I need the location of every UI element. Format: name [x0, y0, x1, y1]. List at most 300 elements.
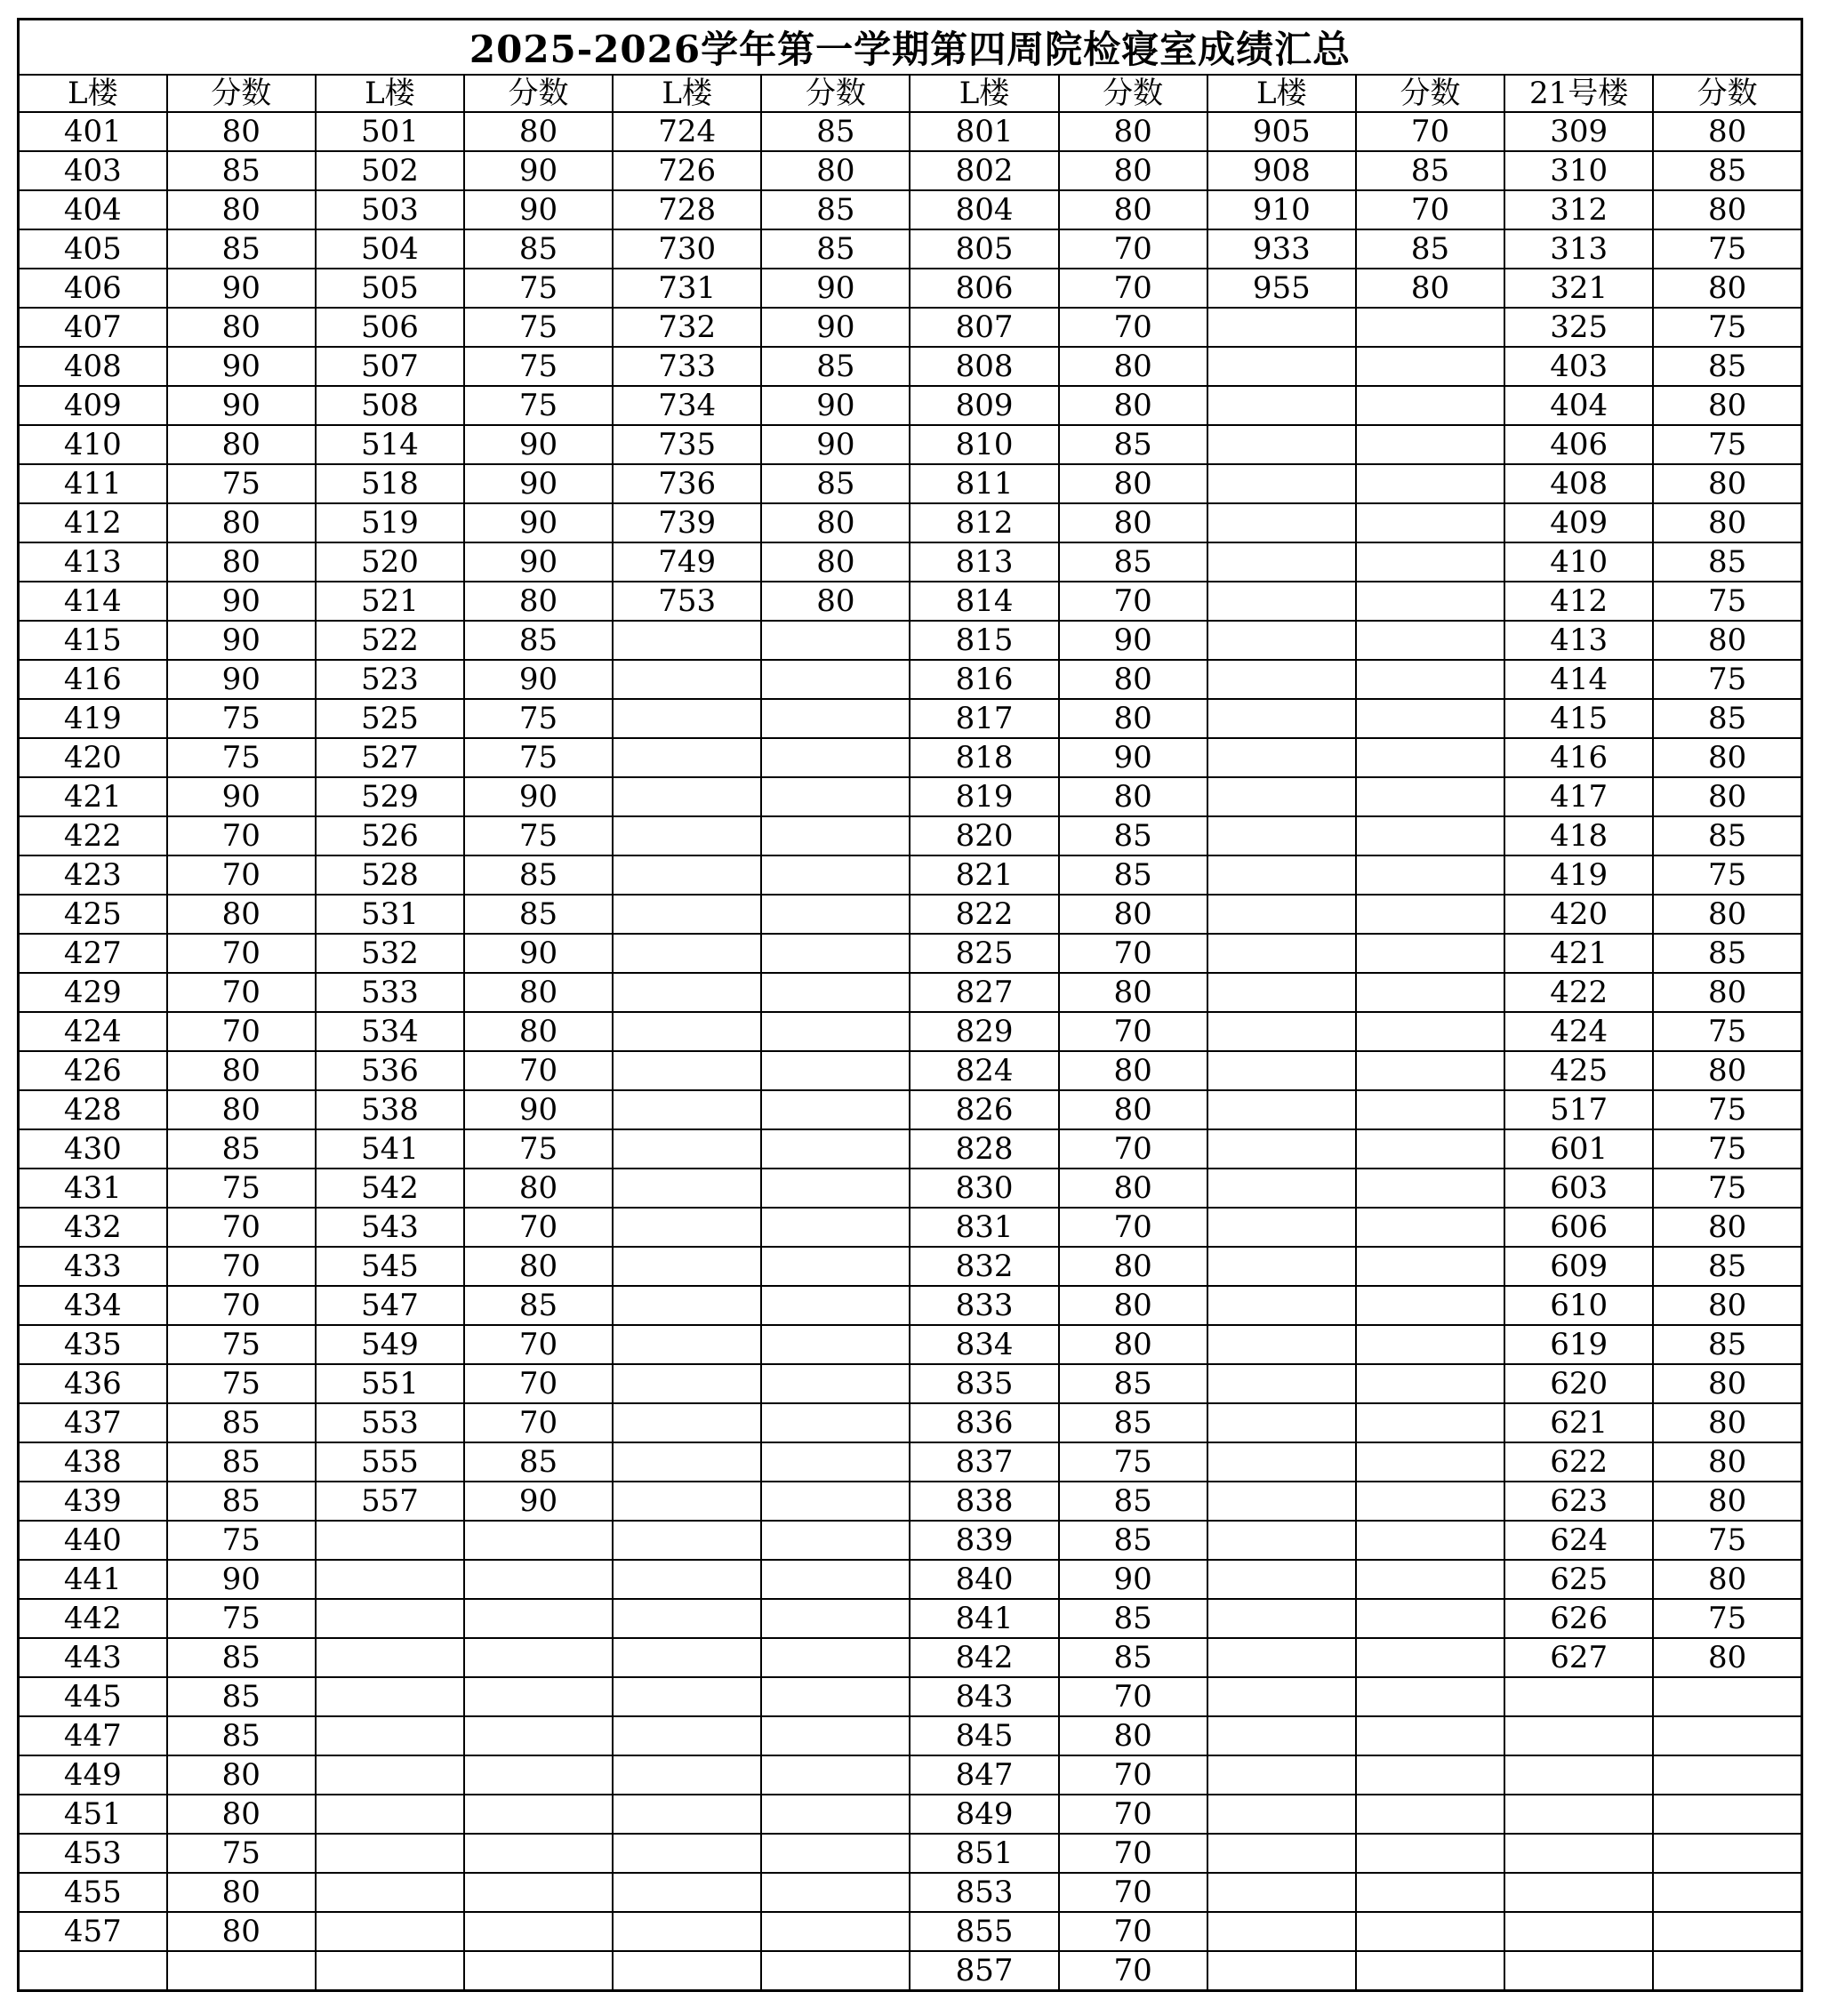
score-cell [1356, 1403, 1504, 1442]
table-row [19, 1286, 1802, 1325]
score-cell [761, 1364, 910, 1403]
score-cell: 85 [1356, 151, 1504, 190]
room-cell: 437 [19, 1403, 167, 1442]
score-cell [761, 1129, 910, 1169]
score-cell [1356, 425, 1504, 464]
score-cell: 85 [464, 229, 613, 269]
table-row [19, 1403, 1802, 1442]
score-cell: 85 [464, 895, 613, 934]
score-cell: 70 [167, 934, 316, 973]
score-cell [761, 1834, 910, 1873]
score-cell [1356, 895, 1504, 934]
room-cell: 726 [613, 151, 761, 190]
room-cell: 855 [910, 1912, 1058, 1951]
score-cell: 90 [464, 777, 613, 816]
table-head [19, 20, 1802, 113]
room-cell [613, 1482, 761, 1521]
score-cell: 85 [761, 190, 910, 229]
room-cell [1207, 1403, 1356, 1442]
score-cell: 75 [464, 308, 613, 347]
score-cell: 75 [167, 1169, 316, 1208]
room-cell [1207, 582, 1356, 621]
score-cell [1356, 1873, 1504, 1912]
score-cell [761, 1521, 910, 1560]
score-cell [464, 1716, 613, 1755]
room-cell: 843 [910, 1677, 1058, 1716]
room-cell: 521 [316, 582, 464, 621]
room-cell: 425 [1504, 1051, 1653, 1090]
table-row [19, 1873, 1802, 1912]
score-cell: 80 [167, 1090, 316, 1129]
score-cell [1356, 464, 1504, 503]
room-cell: 731 [613, 269, 761, 308]
room-cell: 420 [1504, 895, 1653, 934]
table-row [19, 1560, 1802, 1599]
score-cell [464, 1599, 613, 1638]
score-cell: 80 [1059, 1325, 1207, 1364]
room-cell: 325 [1504, 308, 1653, 347]
score-cell [1653, 1912, 1801, 1951]
score-cell: 85 [1059, 1482, 1207, 1521]
room-cell: 501 [316, 112, 464, 151]
score-cell: 85 [1653, 151, 1801, 190]
score-cell: 75 [167, 464, 316, 503]
room-cell: 424 [19, 1012, 167, 1051]
score-cell: 70 [464, 1364, 613, 1403]
table-row [19, 386, 1802, 425]
score-cell: 85 [464, 1442, 613, 1482]
score-cell: 75 [167, 1599, 316, 1638]
table-row [19, 699, 1802, 738]
score-cell: 85 [1059, 542, 1207, 582]
room-cell [613, 1325, 761, 1364]
room-cell: 426 [19, 1051, 167, 1090]
room-cell: 534 [316, 1012, 464, 1051]
score-cell [464, 1834, 613, 1873]
room-cell [316, 1716, 464, 1755]
room-cell [613, 1873, 761, 1912]
score-cell: 85 [1653, 347, 1801, 386]
room-cell [1504, 1716, 1653, 1755]
score-cell: 80 [167, 895, 316, 934]
room-cell: 413 [19, 542, 167, 582]
room-cell [1207, 1442, 1356, 1482]
room-cell: 508 [316, 386, 464, 425]
room-cell: 817 [910, 699, 1058, 738]
room-cell: 447 [19, 1716, 167, 1755]
room-cell: 810 [910, 425, 1058, 464]
score-cell: 75 [1653, 1169, 1801, 1208]
column-header-10: 21号楼 [1504, 75, 1653, 112]
score-cell [1653, 1677, 1801, 1716]
score-cell [1356, 855, 1504, 895]
room-cell: 503 [316, 190, 464, 229]
score-cell: 90 [464, 542, 613, 582]
room-cell [613, 1638, 761, 1677]
score-cell: 90 [1059, 1560, 1207, 1599]
room-cell: 840 [910, 1560, 1058, 1599]
room-cell: 847 [910, 1755, 1058, 1795]
score-cell: 80 [167, 190, 316, 229]
room-cell: 527 [316, 738, 464, 777]
room-cell [1207, 855, 1356, 895]
score-cell: 85 [1059, 1521, 1207, 1560]
room-cell: 505 [316, 269, 464, 308]
table-row [19, 777, 1802, 816]
score-cell: 80 [1059, 151, 1207, 190]
room-cell [613, 855, 761, 895]
room-cell: 610 [1504, 1286, 1653, 1325]
room-cell [613, 1951, 761, 1991]
room-cell: 807 [910, 308, 1058, 347]
score-cell [1653, 1834, 1801, 1873]
score-cell: 85 [1059, 855, 1207, 895]
score-cell: 90 [761, 386, 910, 425]
score-cell: 75 [464, 1129, 613, 1169]
score-cell: 80 [1653, 1403, 1801, 1442]
room-cell: 416 [1504, 738, 1653, 777]
score-cell: 70 [167, 1012, 316, 1051]
room-cell: 528 [316, 855, 464, 895]
score-cell: 80 [167, 1755, 316, 1795]
room-cell: 309 [1504, 112, 1653, 151]
room-cell: 415 [19, 621, 167, 660]
room-cell: 419 [1504, 855, 1653, 895]
room-cell: 445 [19, 1677, 167, 1716]
room-cell: 908 [1207, 151, 1356, 190]
room-cell: 806 [910, 269, 1058, 308]
score-cell: 75 [464, 386, 613, 425]
score-cell: 90 [167, 777, 316, 816]
room-cell [613, 1012, 761, 1051]
score-cell: 70 [1059, 1912, 1207, 1951]
score-cell [1356, 308, 1504, 347]
score-cell: 70 [167, 855, 316, 895]
room-cell: 857 [910, 1951, 1058, 1991]
room-cell [1207, 621, 1356, 660]
column-header-5: 分数 [761, 75, 910, 112]
score-cell: 85 [1059, 1638, 1207, 1677]
room-cell [613, 973, 761, 1012]
score-cell [761, 1403, 910, 1442]
table-row [19, 1051, 1802, 1090]
score-cell: 80 [761, 151, 910, 190]
score-cell [761, 855, 910, 895]
score-cell [464, 1951, 613, 1991]
score-cell [1356, 1716, 1504, 1755]
room-cell: 529 [316, 777, 464, 816]
score-cell [761, 1599, 910, 1638]
room-cell: 538 [316, 1090, 464, 1129]
score-cell: 80 [1059, 190, 1207, 229]
room-cell: 404 [1504, 386, 1653, 425]
room-cell: 310 [1504, 151, 1653, 190]
room-cell: 438 [19, 1442, 167, 1482]
room-cell [1207, 308, 1356, 347]
table-row [19, 425, 1802, 464]
room-cell: 624 [1504, 1521, 1653, 1560]
score-cell [1356, 1834, 1504, 1873]
column-header-3: 分数 [464, 75, 613, 112]
room-cell [1207, 1012, 1356, 1051]
room-cell: 403 [1504, 347, 1653, 386]
score-cell [761, 1051, 910, 1090]
room-cell: 532 [316, 934, 464, 973]
room-cell [1207, 1364, 1356, 1403]
room-cell [1504, 1912, 1653, 1951]
score-cell [1356, 1912, 1504, 1951]
score-cell: 80 [1059, 1169, 1207, 1208]
room-cell [316, 1912, 464, 1951]
room-cell: 441 [19, 1560, 167, 1599]
room-cell [613, 1599, 761, 1638]
room-cell: 830 [910, 1169, 1058, 1208]
room-cell: 739 [613, 503, 761, 542]
score-cell: 80 [1653, 1638, 1801, 1677]
room-cell: 514 [316, 425, 464, 464]
room-cell: 625 [1504, 1560, 1653, 1599]
score-cell [1356, 738, 1504, 777]
room-cell [1207, 347, 1356, 386]
score-cell: 90 [167, 347, 316, 386]
room-cell: 518 [316, 464, 464, 503]
room-cell [316, 1521, 464, 1560]
score-cell: 85 [761, 347, 910, 386]
score-cell: 85 [1653, 934, 1801, 973]
room-cell [316, 1755, 464, 1795]
score-cell: 75 [1653, 229, 1801, 269]
room-cell: 813 [910, 542, 1058, 582]
room-cell: 833 [910, 1286, 1058, 1325]
room-cell [1207, 816, 1356, 855]
room-cell: 422 [1504, 973, 1653, 1012]
score-cell [1356, 1169, 1504, 1208]
room-cell: 834 [910, 1325, 1058, 1364]
table-row [19, 1208, 1802, 1247]
score-cell: 80 [167, 308, 316, 347]
room-cell: 430 [19, 1129, 167, 1169]
score-cell: 75 [167, 1521, 316, 1560]
score-cell: 75 [464, 816, 613, 855]
score-cell [1356, 1129, 1504, 1169]
room-cell: 805 [910, 229, 1058, 269]
score-cell: 85 [1059, 425, 1207, 464]
room-cell [613, 621, 761, 660]
score-cell [761, 621, 910, 660]
score-cell: 70 [1356, 112, 1504, 151]
column-header-11: 分数 [1653, 75, 1801, 112]
score-cell: 80 [1653, 1208, 1801, 1247]
score-cell: 80 [167, 1873, 316, 1912]
table-row [19, 1951, 1802, 1991]
score-cell: 80 [761, 542, 910, 582]
score-cell: 85 [1059, 1403, 1207, 1442]
score-cell: 80 [464, 973, 613, 1012]
room-cell [1207, 1599, 1356, 1638]
score-cell [761, 1873, 910, 1912]
score-cell [464, 1795, 613, 1834]
score-cell: 80 [464, 582, 613, 621]
room-cell: 424 [1504, 1012, 1653, 1051]
room-cell [1207, 1286, 1356, 1325]
room-cell: 853 [910, 1873, 1058, 1912]
score-cell: 80 [1653, 777, 1801, 816]
score-cell: 90 [464, 660, 613, 699]
room-cell: 507 [316, 347, 464, 386]
room-cell: 443 [19, 1638, 167, 1677]
score-cell: 70 [1059, 582, 1207, 621]
room-cell: 547 [316, 1286, 464, 1325]
score-cell [761, 738, 910, 777]
table-row [19, 1716, 1802, 1755]
score-cell: 70 [1059, 1129, 1207, 1169]
score-cell [761, 777, 910, 816]
score-cell: 80 [1653, 895, 1801, 934]
table-row [19, 1638, 1802, 1677]
room-cell: 832 [910, 1247, 1058, 1286]
room-cell: 321 [1504, 269, 1653, 308]
score-cell: 70 [167, 973, 316, 1012]
room-cell [613, 738, 761, 777]
room-cell [316, 1873, 464, 1912]
room-cell [613, 1677, 761, 1716]
room-cell [1207, 1951, 1356, 1991]
score-cell [761, 1677, 910, 1716]
score-cell: 85 [761, 464, 910, 503]
table-row [19, 229, 1802, 269]
room-cell: 838 [910, 1482, 1058, 1521]
score-cell: 70 [167, 1208, 316, 1247]
score-cell: 80 [1653, 112, 1801, 151]
room-cell [613, 895, 761, 934]
score-cell [761, 1482, 910, 1521]
score-cell: 85 [1653, 699, 1801, 738]
score-cell: 70 [464, 1051, 613, 1090]
table-row [19, 190, 1802, 229]
score-cell [1356, 1247, 1504, 1286]
score-cell: 75 [1059, 1442, 1207, 1482]
room-cell: 536 [316, 1051, 464, 1090]
room-cell: 427 [19, 934, 167, 973]
room-cell: 814 [910, 582, 1058, 621]
score-cell: 85 [1059, 1364, 1207, 1403]
room-cell: 504 [316, 229, 464, 269]
room-cell: 603 [1504, 1169, 1653, 1208]
room-cell: 525 [316, 699, 464, 738]
score-cell [761, 1442, 910, 1482]
room-cell: 517 [1504, 1090, 1653, 1129]
score-cell: 80 [1059, 464, 1207, 503]
score-cell: 85 [167, 1677, 316, 1716]
score-cell [1356, 503, 1504, 542]
score-cell [761, 934, 910, 973]
room-cell [316, 1834, 464, 1873]
room-cell: 933 [1207, 229, 1356, 269]
score-cell: 90 [167, 660, 316, 699]
score-cell: 90 [464, 503, 613, 542]
table-row [19, 1599, 1802, 1638]
score-cell [464, 1560, 613, 1599]
room-cell: 411 [19, 464, 167, 503]
room-cell [1207, 1755, 1356, 1795]
room-cell [613, 777, 761, 816]
room-cell: 436 [19, 1364, 167, 1403]
table-row [19, 1795, 1802, 1834]
room-cell [1207, 1873, 1356, 1912]
score-cell: 80 [1059, 1051, 1207, 1090]
room-cell: 732 [613, 308, 761, 347]
score-cell: 70 [1059, 1795, 1207, 1834]
room-cell: 417 [1504, 777, 1653, 816]
room-cell: 734 [613, 386, 761, 425]
room-cell: 842 [910, 1638, 1058, 1677]
room-cell [613, 1208, 761, 1247]
score-cell: 80 [1059, 660, 1207, 699]
score-cell: 90 [464, 1482, 613, 1521]
room-cell: 401 [19, 112, 167, 151]
room-cell: 542 [316, 1169, 464, 1208]
room-cell: 419 [19, 699, 167, 738]
room-cell [1504, 1873, 1653, 1912]
table-row [19, 1755, 1802, 1795]
score-cell [1356, 1208, 1504, 1247]
table-row [19, 582, 1802, 621]
room-cell: 835 [910, 1364, 1058, 1403]
score-cell: 80 [1059, 1716, 1207, 1755]
score-cell: 80 [1653, 1051, 1801, 1090]
room-cell: 730 [613, 229, 761, 269]
room-cell: 549 [316, 1325, 464, 1364]
score-cell: 80 [1653, 1364, 1801, 1403]
score-cell: 85 [1059, 816, 1207, 855]
score-cell [1653, 1951, 1801, 1991]
room-cell [613, 1286, 761, 1325]
table-row [19, 1482, 1802, 1521]
score-cell: 75 [464, 269, 613, 308]
column-header-4: L楼 [613, 75, 761, 112]
score-cell: 80 [1653, 464, 1801, 503]
score-cell: 80 [1356, 269, 1504, 308]
room-cell: 905 [1207, 112, 1356, 151]
room-cell: 620 [1504, 1364, 1653, 1403]
score-cell: 80 [1059, 503, 1207, 542]
room-cell: 724 [613, 112, 761, 151]
room-cell: 619 [1504, 1325, 1653, 1364]
score-cell [1356, 699, 1504, 738]
room-cell: 809 [910, 386, 1058, 425]
room-cell [613, 1834, 761, 1873]
room-cell: 531 [316, 895, 464, 934]
room-cell [19, 1951, 167, 1991]
room-cell [1207, 1208, 1356, 1247]
score-cell [761, 1325, 910, 1364]
score-cell: 85 [1653, 1247, 1801, 1286]
score-cell: 85 [167, 1403, 316, 1442]
room-cell: 434 [19, 1286, 167, 1325]
room-cell [613, 1364, 761, 1403]
table-row [19, 816, 1802, 855]
room-cell [1207, 1051, 1356, 1090]
score-cell: 80 [1059, 386, 1207, 425]
room-cell [613, 816, 761, 855]
room-cell: 841 [910, 1599, 1058, 1638]
score-cell [1356, 1012, 1504, 1051]
table-row [19, 112, 1802, 151]
room-cell: 802 [910, 151, 1058, 190]
room-cell: 409 [19, 386, 167, 425]
room-cell [1207, 1090, 1356, 1129]
room-cell: 523 [316, 660, 464, 699]
